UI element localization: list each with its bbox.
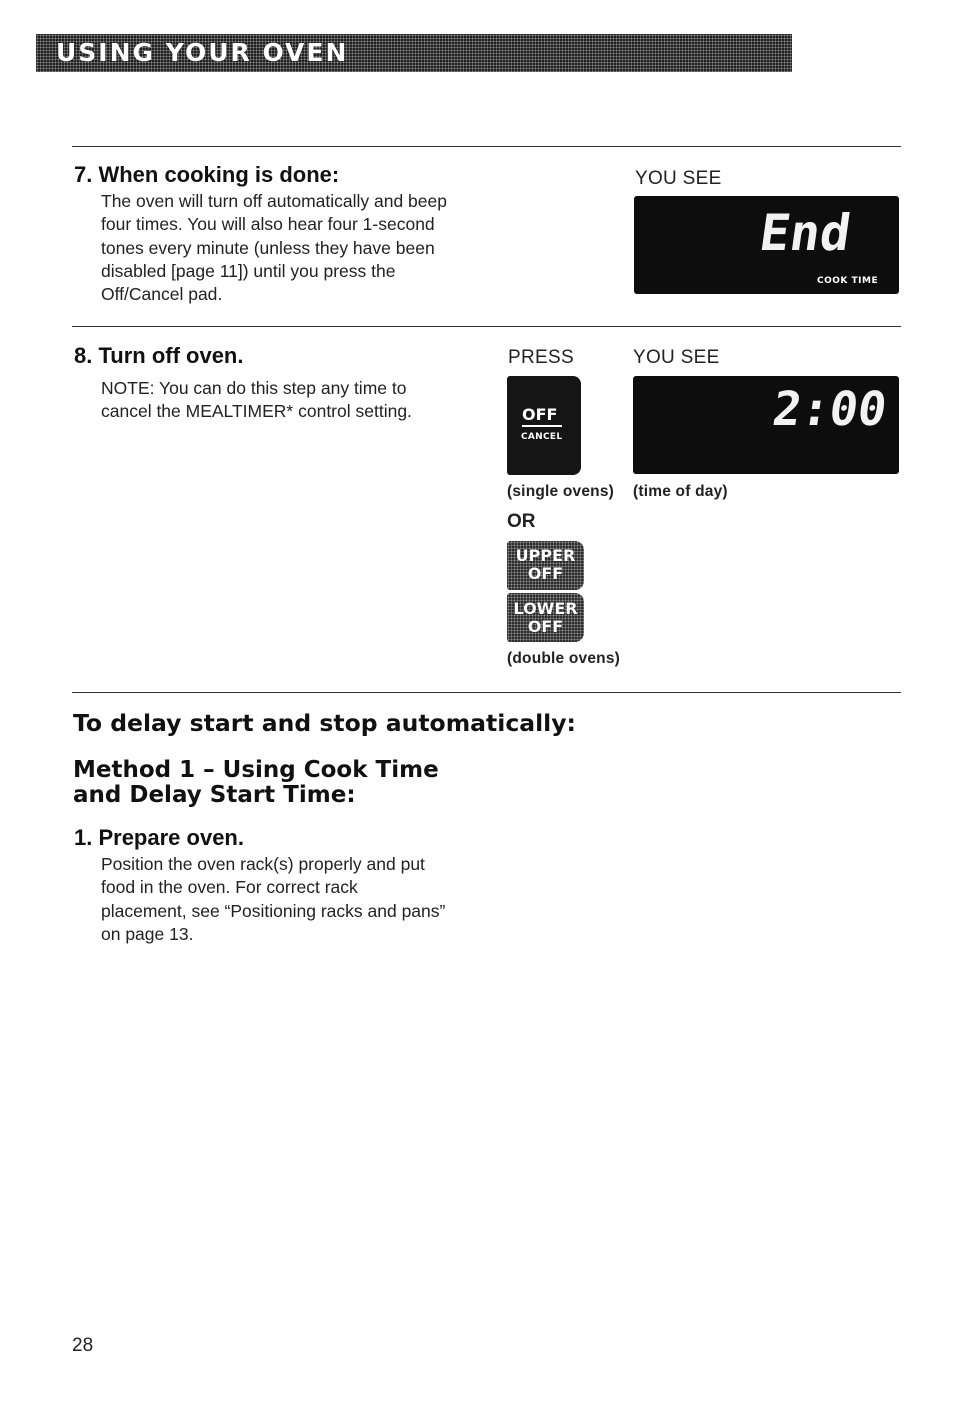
divider-top [72,146,901,147]
upper-off-pad[interactable] [507,541,584,590]
prepare-oven-title: 1. Prepare oven. [74,825,244,850]
step8-you-see-label: YOU SEE [633,347,720,368]
method-heading [73,758,439,808]
section-banner [36,34,792,72]
method-heading-line1: Method 1 – Using Cook Time [73,757,439,783]
press-label: PRESS [508,347,574,368]
prepare-oven-body: Position the oven rack(s) properly and put food in the oven. For correct rack placement, see “Positioning racks and pans” on page 13. [101,854,446,944]
time-display [633,376,899,474]
banner-title: USING YOUR OVEN [56,38,349,67]
caption-time-of-day: (time of day) [633,483,728,500]
off-cancel-pad-divider [522,425,562,427]
divider-step8 [72,326,901,327]
upper-off-pad-line1: UPPER [515,546,576,565]
lower-off-pad-line2: OFF [527,617,564,636]
lower-off-pad-line1: LOWER [513,599,578,618]
step8-title: 8. Turn off oven. [74,343,244,368]
step7-title: 7. When cooking is done: [74,162,340,187]
cook-time-indicator: COOK TIME [817,276,879,286]
or-label: OR [507,511,536,532]
note-body: You can do this step any time to cancel the MEALTIMER* control setting. [101,378,412,422]
method-heading-line2: and Delay Start Time: [73,782,356,808]
step7-body: The oven will turn off automatically and beep four times. You will also hear four 1-second tones every minute (unless they have been disabled [page 11]) until you press the Off/Cancel pad. [101,191,447,305]
lower-off-pad[interactable] [507,593,584,642]
divider-delay [72,692,901,693]
upper-off-pad-line2: OFF [527,564,564,583]
step8-note [101,377,446,424]
step7-you-see-label: YOU SEE [635,168,722,189]
page-number: 28 [72,1335,94,1356]
caption-single-ovens: (single ovens) [507,483,615,500]
end-display-text: End [755,204,855,262]
off-cancel-pad-label-bottom: CANCEL [521,432,563,442]
end-display [634,196,899,294]
time-display-text: 2:00 [769,382,891,437]
caption-double-ovens: (double ovens) [507,650,621,667]
note-label: NOTE: [101,378,155,398]
delay-section-heading: To delay start and stop automatically: [73,709,576,737]
off-cancel-pad[interactable] [507,376,581,475]
off-cancel-pad-label-top: OFF [522,405,558,424]
